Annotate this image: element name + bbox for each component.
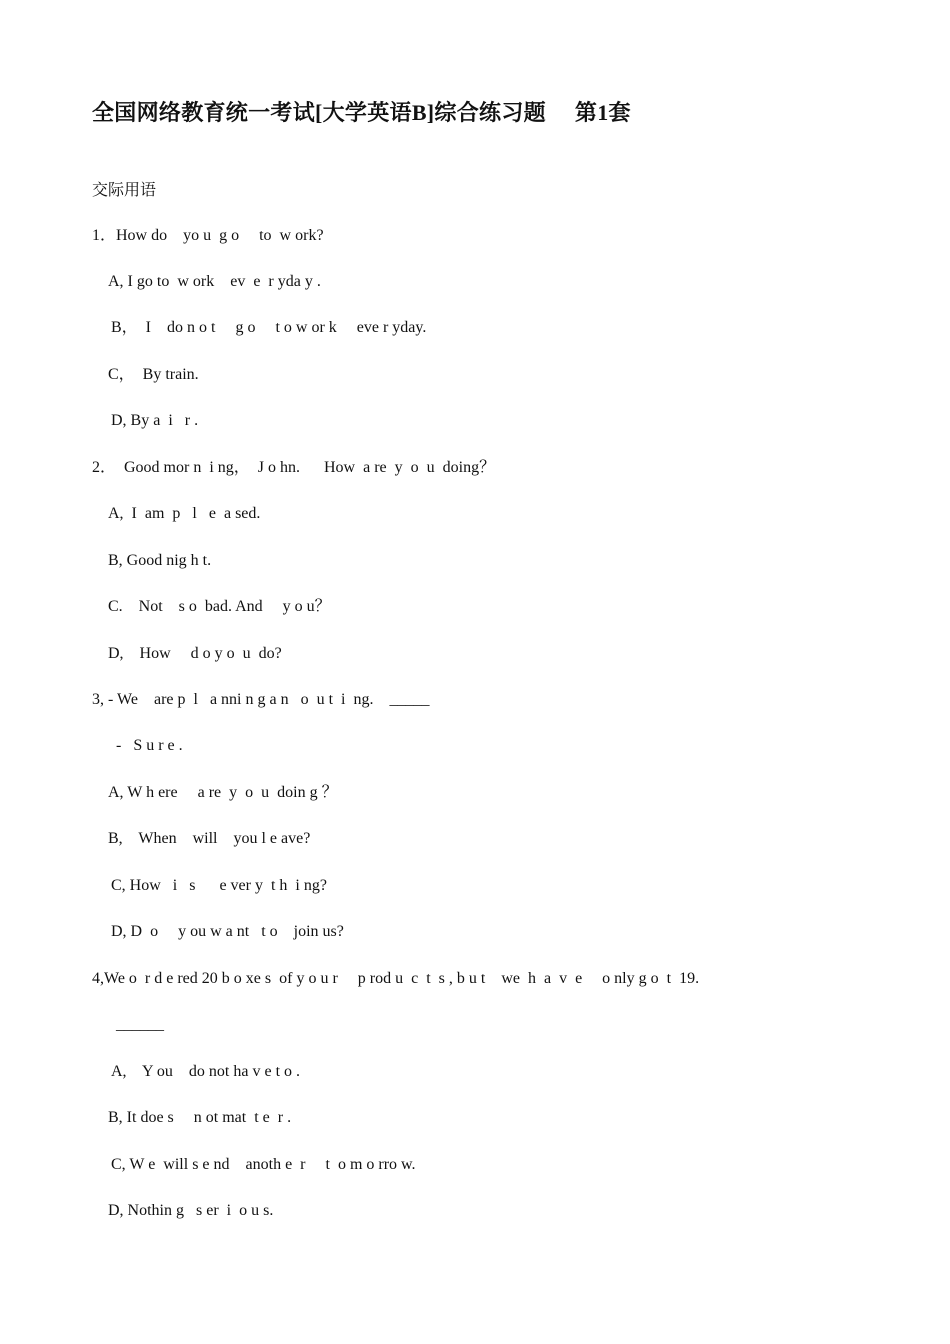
question-3-option-c: C, How i s e ver y t h i ng? xyxy=(111,877,327,894)
question-3-reply: - S u r e . xyxy=(116,737,183,754)
question-1-stem: 1．How do yo u g o to w ork? xyxy=(92,227,324,244)
question-3-stem: 3, - We are p l a nni n g a n o u t i ng. _____ xyxy=(92,691,430,708)
question-1-option-c: C， By train. xyxy=(108,366,199,383)
question-3-option-d: D, D o y ou w a nt t o join us? xyxy=(111,923,344,940)
question-3-option-b: B, When will you l e ave? xyxy=(108,830,311,847)
question-2-option-d: D, How d o y o u do? xyxy=(108,645,282,662)
question-2-stem: 2． Good mor n i ng， J o hn. How a re y o u doing？ xyxy=(92,459,496,476)
question-4-option-d: D, Nothin g s er i o u s. xyxy=(108,1202,274,1219)
question-4-option-b: B, It doe s n ot mat t e r . xyxy=(108,1109,292,1126)
section-heading: 交际用语 xyxy=(92,182,157,199)
question-1-option-a: A, I go to w ork ev e r yda y . xyxy=(108,273,321,290)
question-4-stem: 4,We o r d e red 20 b o xe s of y o u r p rod u c t s , b u t we h a v e o nly g o t 19. xyxy=(92,970,700,987)
question-3-option-a: A, W h ere a re y o u doin g ？ xyxy=(108,784,338,801)
question-4-option-c: C, W e will s e nd anoth e r t o m o rro w. xyxy=(111,1156,416,1173)
question-2-option-b: B, Good nig h t. xyxy=(108,552,212,569)
question-2-option-c: C. Not s o bad. And y o u？ xyxy=(108,598,331,615)
question-1-option-d: D, By a i r . xyxy=(111,412,199,429)
question-4-blank: ______ xyxy=(116,1016,164,1033)
question-2-option-a: A, I am p l e a sed. xyxy=(108,505,261,522)
question-4-option-a: A, Y ou do not ha v e t o . xyxy=(111,1063,301,1080)
document-title: 全国网络教育统一考试[大学英语B]综合练习题 第1套 xyxy=(92,100,631,125)
question-1-option-b: B， I do n o t g o t o w or k eve r yday. xyxy=(111,319,427,336)
